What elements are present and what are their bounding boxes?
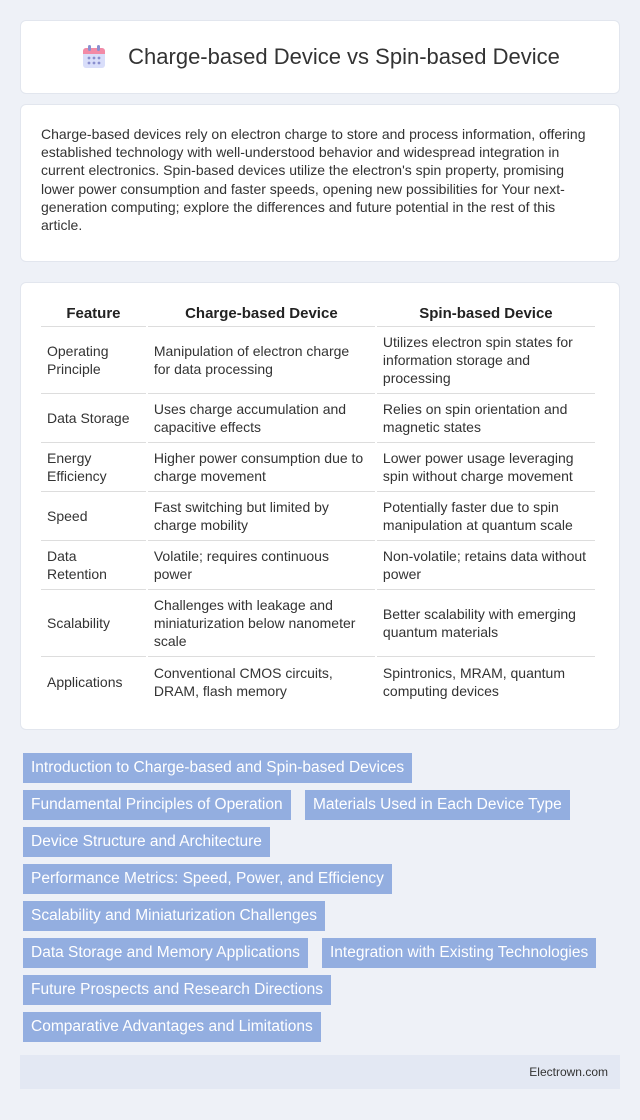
topic-tag-link[interactable]: Scalability and Miniaturization Challenges <box>23 901 325 931</box>
topic-tag-link[interactable]: Fundamental Principles of Operation <box>23 790 291 820</box>
topic-tag-link[interactable]: Future Prospects and Research Directions <box>23 975 331 1005</box>
intro-card <box>20 104 620 262</box>
table-cell: Relies on spin orientation and magnetic states <box>377 394 595 443</box>
table-row <box>41 590 595 657</box>
table-cell: Conventional CMOS circuits, DRAM, flash memory <box>153 664 333 699</box>
table-cell: Uses charge accumulation and capacitive effects <box>148 394 375 443</box>
table-cell: Non-volatile; retains data without power <box>377 541 595 590</box>
table-row <box>41 327 595 394</box>
table-row <box>41 492 595 541</box>
topic-tag-link[interactable]: Performance Metrics: Speed, Power, and Efficiency <box>23 864 392 894</box>
column-header: Charge-based Device <box>148 301 375 327</box>
table-cell: Data Retention <box>41 541 146 590</box>
table-cell: Manipulation of electron charge for data processing <box>148 327 375 394</box>
calendar-icon <box>80 43 108 71</box>
table-cell: Fast switching but limited by charge mobility <box>148 492 375 541</box>
column-header: Feature <box>41 301 146 327</box>
comparison-table <box>39 301 597 706</box>
table-cell: Data Storage <box>41 394 146 443</box>
topic-tag-link[interactable]: Materials Used in Each Device Type <box>305 790 570 820</box>
topic-tag-link[interactable]: Introduction to Charge-based and Spin-based Devices <box>23 753 412 783</box>
page-title: Charge-based Device vs Spin-based Device <box>128 44 560 69</box>
column-header: Spin-based Device <box>377 301 595 327</box>
table-row <box>41 443 595 492</box>
table-cell: Utilizes electron spin states for information storage and processing <box>377 327 595 394</box>
table-row <box>41 657 595 706</box>
comparison-table-card <box>20 282 620 730</box>
footer <box>20 1055 620 1089</box>
topic-tag-link[interactable]: Integration with Existing Technologies <box>322 938 596 968</box>
table-cell: Lower power usage leveraging spin without charge movement <box>377 443 595 492</box>
table-cell: Volatile; requires continuous power <box>148 541 375 590</box>
table-header-row <box>41 301 595 327</box>
table-cell: Applications <box>47 673 123 690</box>
topic-tag-link[interactable]: Data Storage and Memory Applications <box>23 938 308 968</box>
table-cell: Spintronics, MRAM, quantum computing devices <box>382 664 565 699</box>
table-row <box>41 541 595 590</box>
footer-site-name: Electrown.com <box>529 1065 608 1079</box>
table-cell: Challenges with leakage and miniaturization below nanometer scale <box>148 590 375 657</box>
table-cell: Scalability <box>41 590 146 657</box>
topic-tag-link[interactable]: Comparative Advantages and Limitations <box>23 1012 321 1042</box>
table-cell: Potentially faster due to spin manipulation at quantum scale <box>377 492 595 541</box>
table-cell: Operating Principle <box>41 327 146 394</box>
table-cell: Energy Efficiency <box>41 443 146 492</box>
table-row <box>41 394 595 443</box>
table-cell: Better scalability with emerging quantum materials <box>377 590 595 657</box>
title-card <box>20 20 620 94</box>
topic-tag-link[interactable]: Device Structure and Architecture <box>23 827 270 857</box>
table-cell: Higher power consumption due to charge movement <box>148 443 375 492</box>
intro-text: Charge-based devices rely on electron charge to store and process information, offering established technology with well-understood behavior and widespread integration in current electronics. Spin-based devices utilize the electron's spin property, promising lower power consumption and faster speeds, opening new possibilities for Your next-generation computing; explore the differences and future potential in the rest of this article. <box>41 126 586 234</box>
table-cell: Speed <box>41 492 146 541</box>
